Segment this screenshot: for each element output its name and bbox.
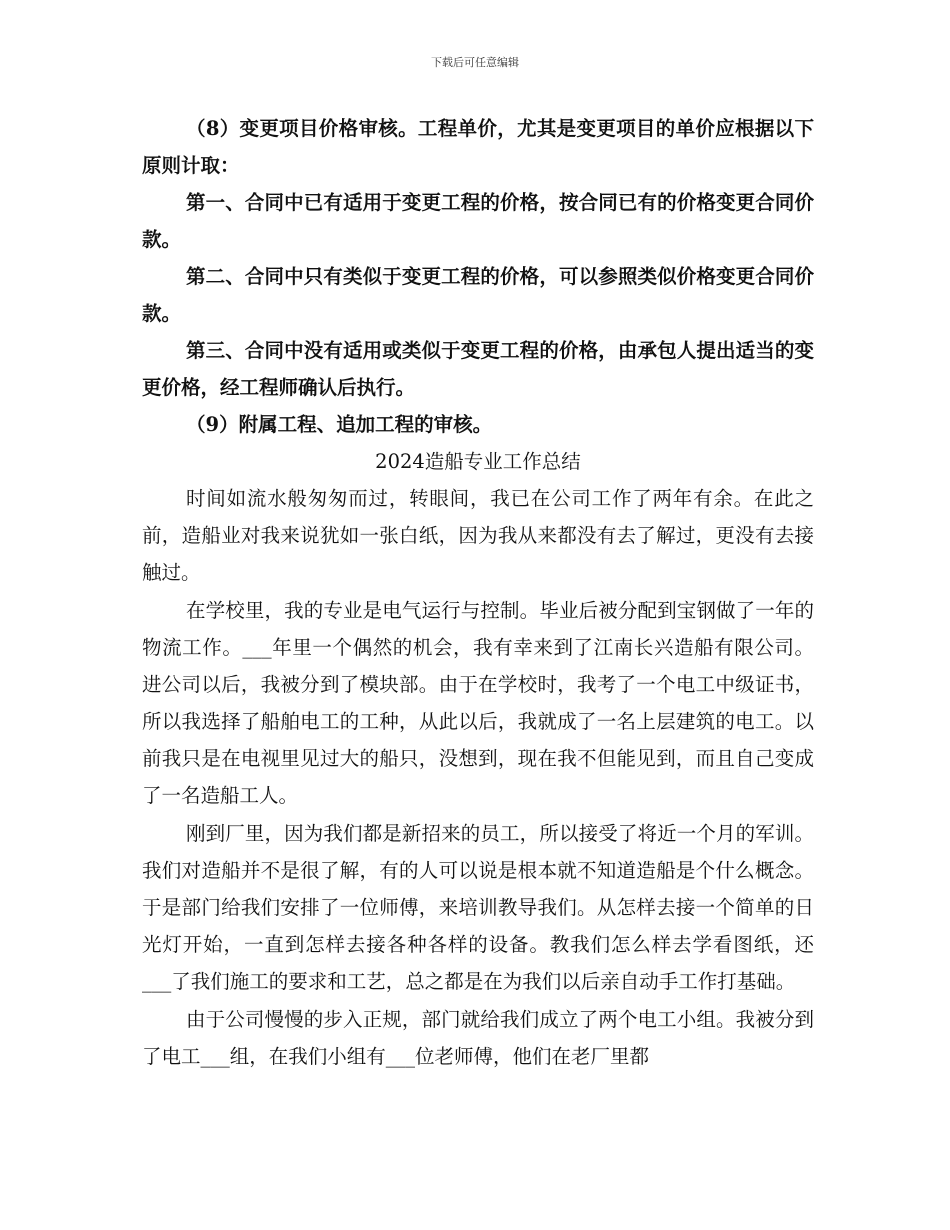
price-review-item-8: （8）变更项目价格审核。工程单价，尤其是变更项目的单价应根据以下原则计取： <box>142 117 814 177</box>
article-paragraph: 刚到厂里，因为我们都是新招来的员工，所以接受了将近一个月的军训。我们对造船并不是很了解，有的人可以说是根本就不知道造船是个什么概念。于是部门给我们安排了一位师傅，来培训教导我们。从怎样去接一个简单的日光灯开始，一直到怎样去接各种各样的设备。教我们怎么样去学看图纸，还___了我们施工的要求和工艺，总之都是在为我们以后亲自动手工作打基础。 <box>142 822 814 993</box>
principle-3: 第三、合同中没有适用或类似于变更工程的价格，由承包人提出适当的变更价格，经工程师确认后执行。 <box>142 339 814 399</box>
review-item-9: （9）附属工程、追加工程的审核。 <box>186 413 493 436</box>
article-paragraph: 时间如流水般匆匆而过，转眼间，我已在公司工作了两年有余。在此之前，造船业对我来说犹如一张白纸，因为我从来都没有去了解过，更没有去接触过。 <box>142 487 814 584</box>
page-header: 下载后可任意编辑 <box>431 56 519 69</box>
article-title: 2024造船专业工作总结 <box>375 450 581 473</box>
article-paragraph: 在学校里，我的专业是电气运行与控制。毕业后被分配到宝钢做了一年的物流工作。___年里一个偶然的机会，我有幸来到了江南长兴造船有限公司。进公司以后，我被分到了模块部。由于在学校时，我考了一个电工中级证书，所以我选择了船舶电工的工种，从此以后，我就成了一名上层建筑的电工。以前我只是在电视里见过大的船只，没想到，现在我不但能见到，而且自己变成了一名造船工人。 <box>142 599 814 807</box>
principle-1: 第一、合同中已有适用于变更工程的价格，按合同已有的价格变更合同价款。 <box>142 191 814 251</box>
article-paragraph: 由于公司慢慢的步入正规，部门就给我们成立了两个电工小组。我被分到了电工___组，在我们小组有___位老师傅，他们在老厂里都 <box>142 1008 814 1068</box>
principle-2: 第二、合同中只有类似于变更工程的价格，可以参照类似价格变更合同价款。 <box>142 265 814 325</box>
document-body <box>142 110 814 1075</box>
